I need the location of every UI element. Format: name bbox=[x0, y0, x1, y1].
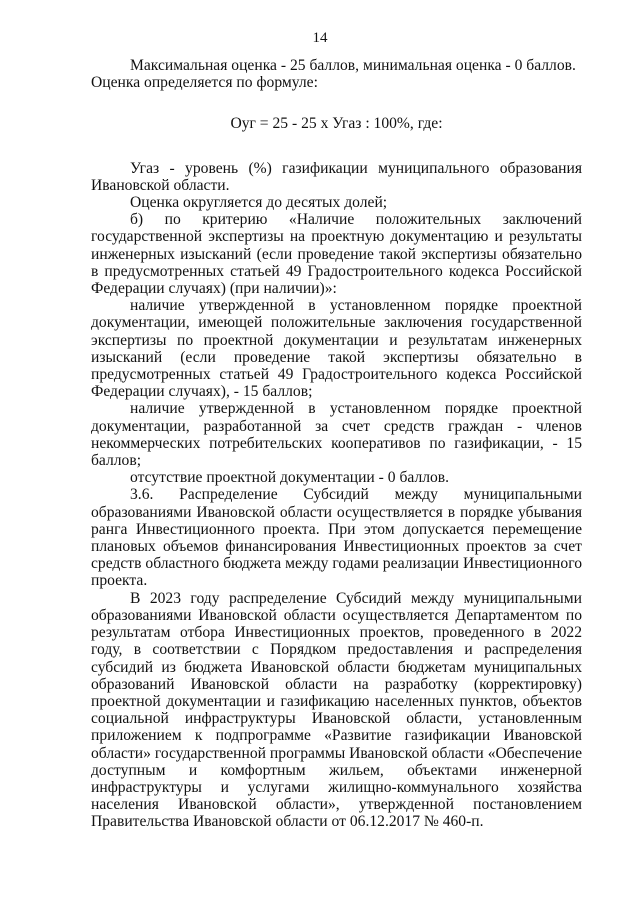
paragraph-item-citizens: наличие утвержденной в установленном порядке проектной документации, разработанной за счет средств граждан - членов некоммерческих потребительских кооперативов по газификации, - 15 баллов; bbox=[91, 400, 582, 470]
page-number: 14 bbox=[312, 30, 328, 46]
paragraph-criterion-b: б) по критерию «Наличие положительных заключений государственной экспертизы на проектную документацию и результаты инженерных изысканий (если проведение такой экспертизы обязательно в предусмотренных статьей 49 Градостроительного кодекса Российской Федерации случаях) (при наличии)»: bbox=[91, 211, 582, 298]
paragraph-item-absent: отсутствие проектной документации - 0 баллов. bbox=[130, 469, 450, 487]
paragraph-year-2023: В 2023 году распределение Субсидий между муниципальными образованиями Ивановской области осуществляется Департаментом по результатам отбора Инвестиционных проектов, проведенного в 2022 году, в соответствии с Порядком предоставления и распределения субсидий из бюджета Ивановской области бюджетам муниципальных образований Ивановской области на разработку (корректировку) проектной документации и газификацию населенных пунктов, объектов социальной инфраструктуры Ивановской области, установленным приложением к подпрограмме «Развитие газификации Ивановской области» государственной программы Ивановской области «Обеспечение доступным и комфортным жильем, объектами инженерной инфраструктуры и услугами жилищно-коммунального хозяйства населения Ивановской области», утвержденной постановлением Правительства Ивановской области от 06.12.2017 № 460-п. bbox=[91, 589, 582, 831]
paragraph-rounding: Оценка округляется до десятых долей; bbox=[130, 194, 388, 212]
formula: Оуг = 25 - 25 х Угаз : 100%, где: bbox=[230, 115, 443, 133]
document-body bbox=[91, 57, 582, 831]
paragraph-formula-intro: Оценка определяется по формуле: bbox=[91, 74, 318, 92]
paragraph-max-score: Максимальная оценка - 25 баллов, минимальная оценка - 0 баллов. bbox=[130, 57, 576, 74]
paragraph-clause-3-6: 3.6. Распределение Субсидий между муниципальными образованиями Ивановской области осуществляется в порядке убывания ранга Инвестиционного проекта. При этом допускается перемещение плановых объемов финансирования Инвестиционных проектов за счет средств областного бюджета между годами реализации Инвестиционного проекта. bbox=[91, 486, 582, 590]
paragraph-item-approved: наличие утвержденной в установленном порядке проектной документации, имеющей положительные заключения государственной экспертизы по проектной документации и результатам инженерных изысканий (если проведение такой экспертизы обязательно в предусмотренных статьей 49 Градостроительного кодекса Российской Федерации случаях), - 15 баллов; bbox=[91, 297, 582, 401]
paragraph-ugaz-definition: Угаз - уровень (%) газификации муниципального образования Ивановской области. bbox=[91, 159, 582, 194]
